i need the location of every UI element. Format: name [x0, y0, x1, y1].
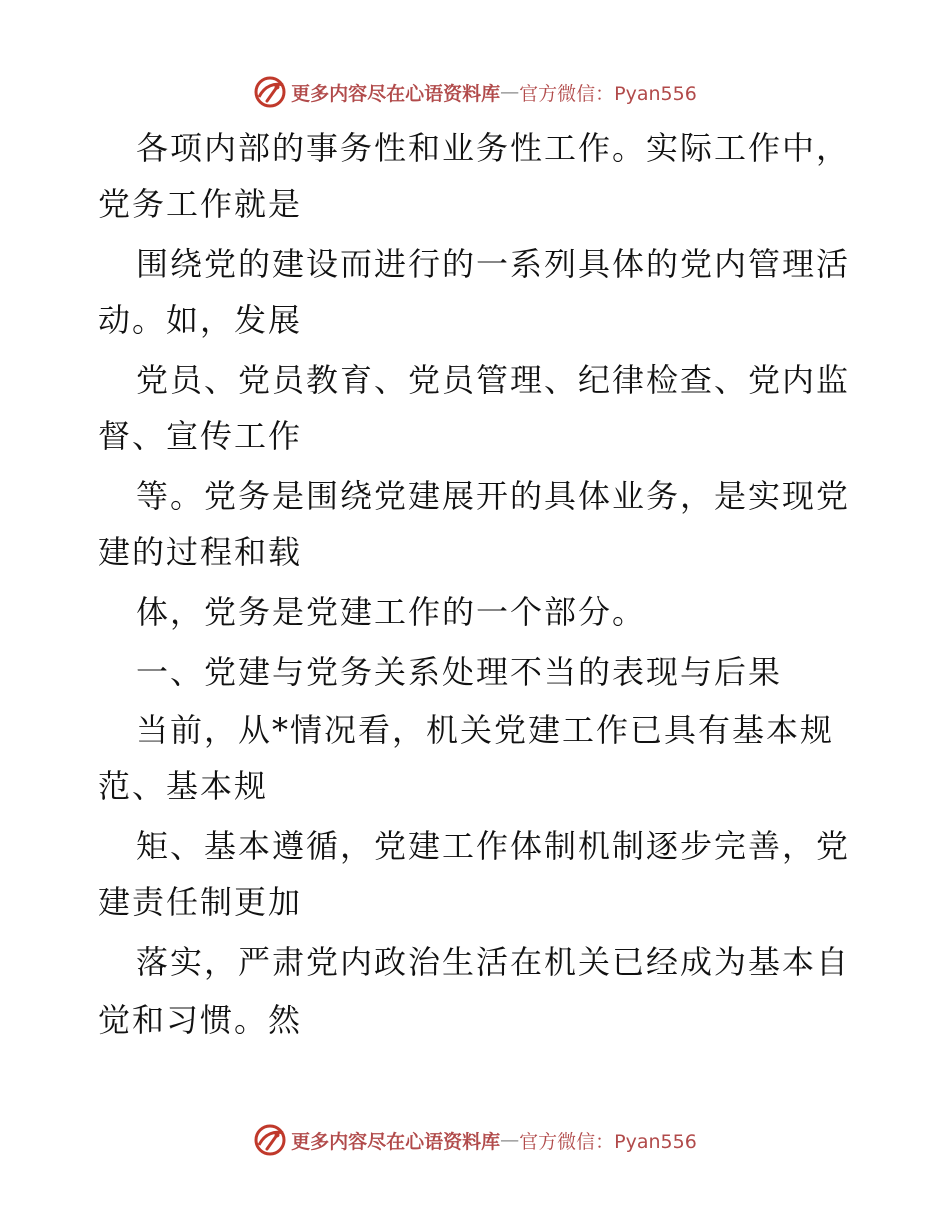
body-line: 矩、基本遵循，党建工作体制机制逐步完善，党: [136, 827, 851, 865]
body-line: 动。如，发展: [98, 301, 303, 339]
section-heading: 一、党建与党务关系处理不当的表现与后果: [136, 653, 783, 691]
body-line: 各项内部的事务性和业务性工作。实际工作中，: [136, 129, 851, 167]
footer-banner-text: 更多内容尽在心语资料库: [291, 1130, 501, 1153]
brand-logo-icon: [253, 75, 287, 109]
body-line: 等。党务是围绕党建展开的具体业务，是实现党: [136, 477, 851, 515]
footer-banner-separator: —: [500, 1129, 520, 1151]
header-banner-wechat: 官方微信：Pyan556: [519, 82, 697, 105]
body-line: 建责任制更加: [98, 883, 303, 921]
footer-banner: [0, 1118, 950, 1162]
body-line: 落实，严肃党内政治生活在机关已经成为基本自: [136, 943, 851, 981]
body-line: 围绕党的建设而进行的一系列具体的党内管理活: [136, 245, 851, 283]
header-banner: [0, 70, 950, 114]
body-line: 党员、党员教育、党员管理、纪律检查、党内监: [136, 361, 851, 399]
body-line: 当前，从*情况看，机关党建工作已具有基本规: [136, 711, 835, 749]
body-line: 建的过程和载: [98, 533, 303, 571]
body-line: 觉和习惯。然: [98, 1001, 303, 1039]
header-banner-text: 更多内容尽在心语资料库: [291, 82, 501, 105]
body-line: 体，党务是党建工作的一个部分。: [136, 593, 647, 631]
body-line: 范、基本规: [98, 767, 269, 805]
footer-banner-wechat: 官方微信：Pyan556: [519, 1130, 697, 1153]
body-line: 党务工作就是: [98, 185, 303, 223]
body-line: 督、宣传工作: [98, 417, 303, 455]
brand-logo-icon: [253, 1123, 287, 1157]
header-banner-separator: —: [500, 81, 520, 103]
